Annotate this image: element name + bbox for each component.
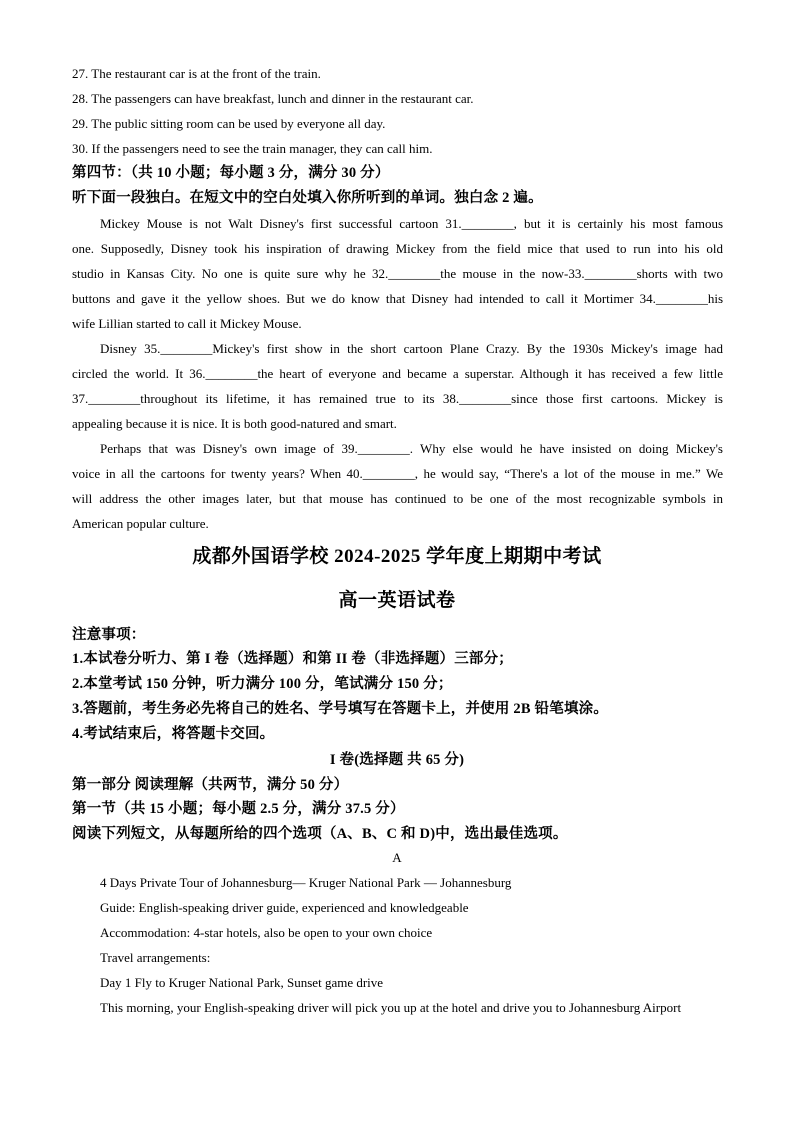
passage-line: wife Lillian started to call it Mickey Mouse. bbox=[72, 316, 302, 331]
passage-line: circled the world. It 36.________the heart of everyone and became a superstar. Although it has received a few little bbox=[72, 366, 723, 381]
question-30: 30. If the passengers need to see the train manager, they can call him. bbox=[72, 141, 433, 156]
question-27: 27. The restaurant car is at the front of the train. bbox=[72, 66, 321, 81]
question-28: 28. The passengers can have breakfast, lunch and dinner in the restaurant car. bbox=[72, 91, 474, 106]
passage-label: A bbox=[392, 850, 402, 865]
tour-guide: Guide: English-speaking driver guide, experienced and knowledgeable bbox=[100, 900, 469, 915]
volume-heading: I 卷(选择题 共 65 分) bbox=[329, 752, 465, 768]
reading-instruction: 阅读下列短文，从每题所给的四个选项（A、B、C 和 D)中，选出最佳选项。 bbox=[72, 826, 568, 842]
notice-item: 1.本试卷分听力、第 I 卷（选择题）和第 II 卷（非选择题）三部分； bbox=[72, 651, 514, 667]
notice-heading: 注意事项： bbox=[72, 627, 146, 643]
tour-day1-text: This morning, your English-speaking driver will pick you up at the hotel and drive you to Johannesburg Airport bbox=[100, 1000, 682, 1015]
notice-item: 3.答题前，考生务必先将自己的姓名、学号填写在答题卡上，并使用 2B 铅笔填涂。 bbox=[72, 701, 609, 717]
passage-line: will address the other images later, but that mouse has continued to be one of the most recognizable symbols in bbox=[72, 491, 723, 506]
passage-line: one. Supposedly, Disney took his inspiration of drawing Mickey from the field mice that used to run into his old bbox=[72, 241, 723, 256]
passage-line: 37.________throughout its lifetime, it has remained true to its 38.________since those first cartoons. Mickey is bbox=[72, 391, 723, 406]
tour-arrangements-heading: Travel arrangements: bbox=[100, 950, 211, 965]
part1-heading: 第一部分 阅读理解（共两节，满分 50 分） bbox=[72, 777, 349, 793]
question-29: 29. The public sitting room can be used by everyone all day. bbox=[72, 116, 386, 131]
tour-day1-heading: Day 1 Fly to Kruger National Park, Sunset game drive bbox=[100, 975, 384, 990]
passage-line: studio in Kansas City. No one is quite sure why he 32.________the mouse in the now-33.________shorts with two bbox=[72, 266, 723, 281]
section1-heading: 第一节（共 15 小题；每小题 2.5 分，满分 37.5 分） bbox=[72, 801, 405, 817]
passage-line: American popular culture. bbox=[72, 516, 209, 531]
passage-line: Mickey Mouse is not Walt Disney's first successful cartoon 31.________, but it is certainly his most famous bbox=[100, 216, 723, 231]
passage-line: Disney 35.________Mickey's first show in the short cartoon Plane Crazy. By the 1930s Mickey's image had bbox=[100, 341, 723, 356]
passage-line: voice in all the cartoons for twenty years? When 40.________, he would say, “There's a lot of the mouse in me.” We bbox=[72, 466, 723, 481]
tour-accommodation: Accommodation: 4-star hotels, also be open to your own choice bbox=[100, 925, 433, 940]
section4-instruction: 听下面一段独白。在短文中的空白处填入你所听到的单词。独白念 2 遍。 bbox=[72, 190, 543, 206]
passage-line: buttons and gave it the yellow shoes. But we do know that Disney had intended to call it Mortimer 34.________his bbox=[72, 291, 723, 306]
exam-title: 成都外国语学校 2024-2025 学年度上期期中考试 bbox=[192, 546, 602, 567]
exam-subtitle: 高一英语试卷 bbox=[338, 590, 456, 611]
section4-heading: 第四节：（共 10 小题；每小题 3 分，满分 30 分） bbox=[72, 165, 390, 181]
tour-title: 4 Days Private Tour of Johannesburg— Kruger National Park — Johannesburg bbox=[100, 875, 512, 890]
notice-item: 2.本堂考试 150 分钟，听力满分 100 分，笔试满分 150 分； bbox=[72, 676, 453, 692]
passage-line: appealing because it is nice. It is both good-natured and smart. bbox=[72, 416, 397, 431]
notice-item: 4.考试结束后，将答题卡交回。 bbox=[72, 726, 275, 742]
passage-line: Perhaps that was Disney's own image of 39.________. Why else would he have insisted on doing Mickey's bbox=[100, 441, 723, 456]
